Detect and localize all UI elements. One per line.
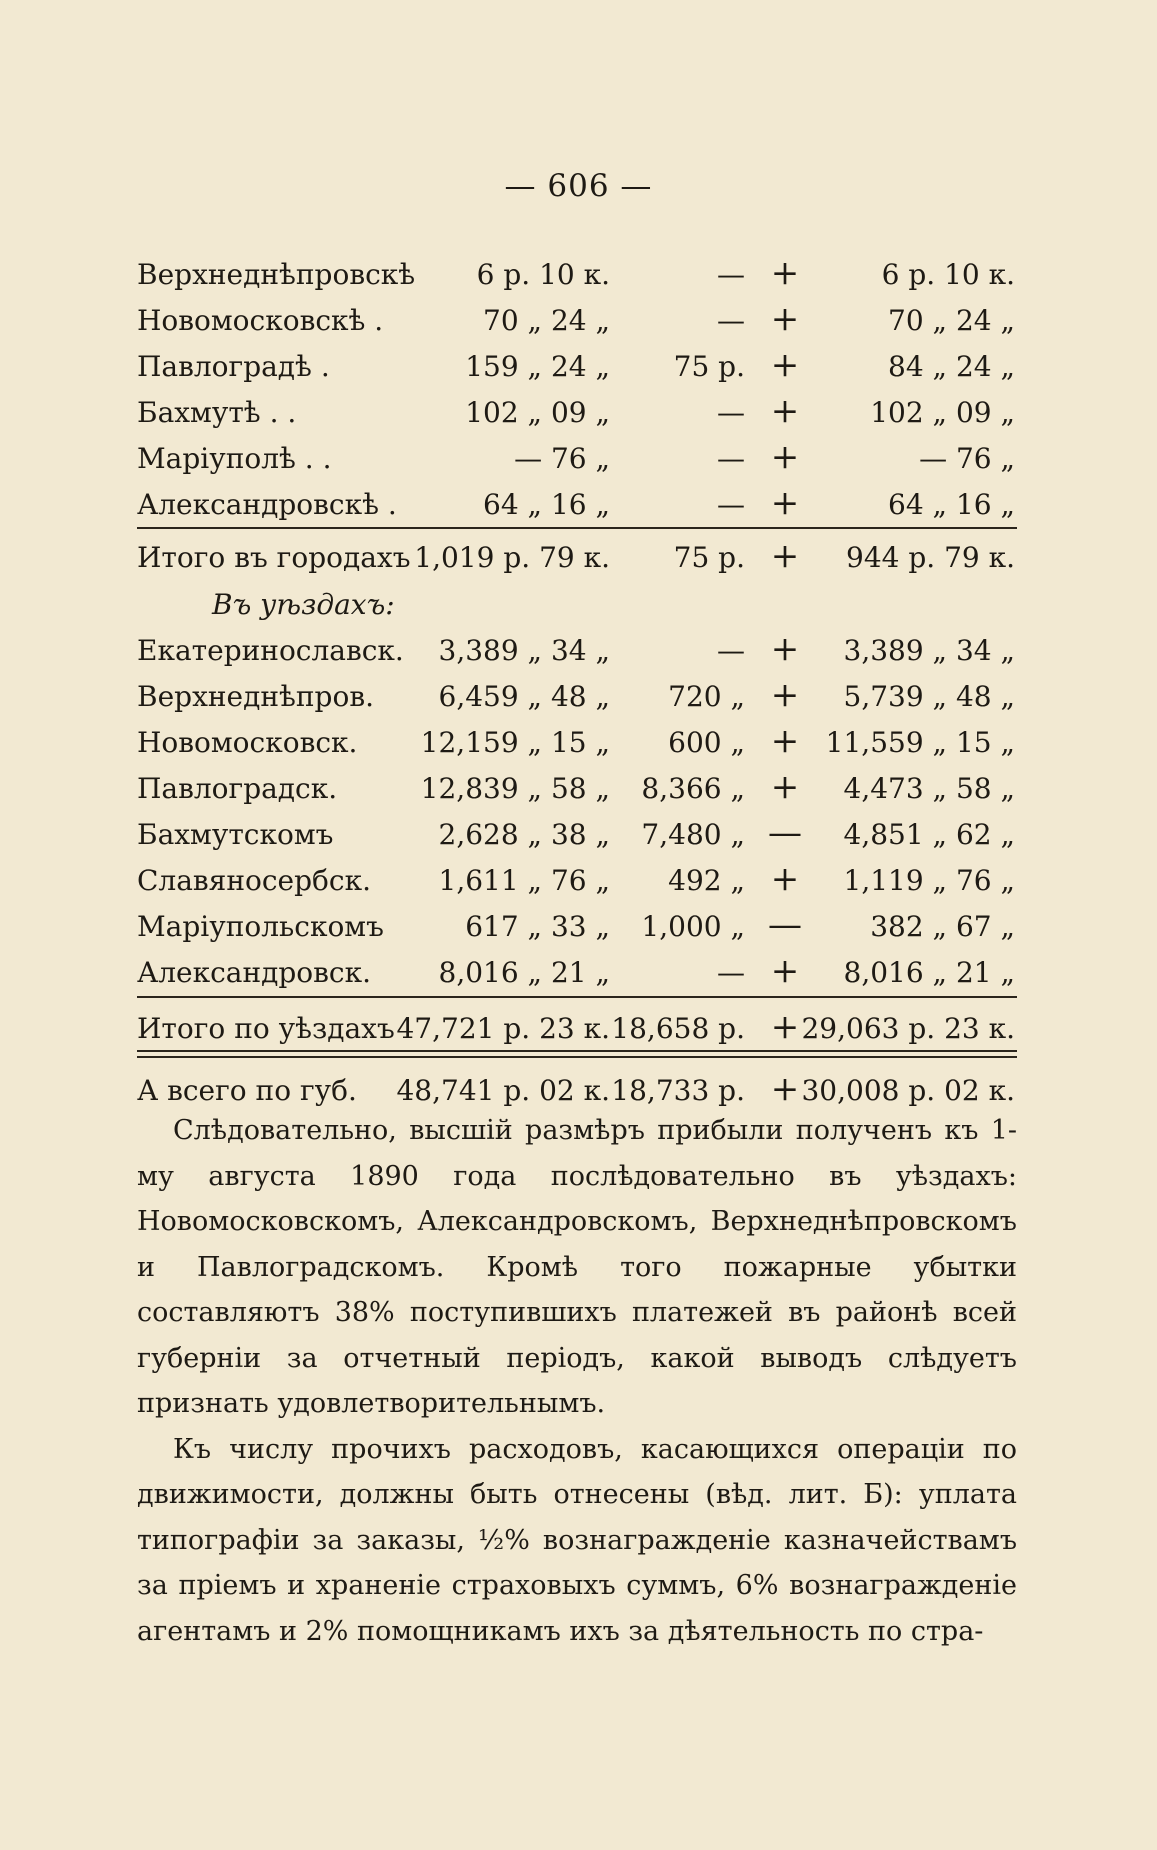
table-row-district	[0, 906, 1157, 950]
cell-damages: —	[717, 634, 745, 667]
paragraph-other-expenses: Къ числу прочихъ расходовъ, касающихся операціи по движимости, должны быть отнесены (вѣд. лит. Б): уплата типографіи за заказы, ½% вознагражденіе казначействамъ за пріемъ и храненіе страховыхъ суммъ, 6% вознагражденіе агентамъ и 2% помощникамъ ихъ за дѣятельность по стра-	[137, 1433, 1017, 1647]
cell-collected: 64 „ 16 „	[483, 488, 610, 521]
cell-net: 102 „ 09 „	[870, 396, 1015, 429]
cell-name: Новомосковск.	[137, 726, 358, 759]
cell-op: +	[770, 299, 800, 339]
cell-collected: 12,159 „ 15 „	[420, 726, 610, 759]
cell-collected: 2,628 „ 38 „	[438, 818, 610, 851]
table-row-city	[0, 392, 1157, 436]
cell-name: Итого въ городахъ	[137, 541, 411, 574]
cell-name: Екатеринославск.	[137, 634, 404, 667]
table-row-district	[0, 722, 1157, 766]
cell-name: Бахмутскомъ	[137, 818, 334, 851]
cell-op: +	[770, 345, 800, 385]
table-row-district	[0, 676, 1157, 720]
cell-op: +	[770, 629, 800, 669]
cell-op: +	[770, 253, 800, 293]
cell-collected: 617 „ 33 „	[465, 910, 610, 943]
cell-net: 4,473 „ 58 „	[843, 772, 1015, 805]
body-text	[137, 1108, 1017, 1654]
cell-op: +	[770, 536, 800, 576]
table-row-city	[0, 254, 1157, 298]
table-row-cities-total	[0, 537, 1157, 581]
cell-collected: 1,019 р. 79 к.	[414, 541, 610, 574]
cell-name: Александровскѣ .	[137, 488, 397, 521]
page-number: — 606 —	[504, 168, 653, 204]
districts-total-rule	[137, 996, 1017, 998]
cell-damages: 7,480 „	[641, 818, 745, 851]
grand-total-rule-top	[137, 1050, 1017, 1052]
cell-name: Маріупольскомъ	[137, 910, 384, 943]
cell-name: Александровск.	[137, 956, 371, 989]
cell-net: 8,016 „ 21 „	[843, 956, 1015, 989]
cell-damages: —	[717, 488, 745, 521]
cell-net: 64 „ 16 „	[888, 488, 1015, 521]
cell-collected: — 76 „	[514, 442, 610, 475]
cell-net: 1,119 „ 76 „	[843, 864, 1015, 897]
cell-op: —	[768, 813, 802, 853]
table-row-district	[0, 630, 1157, 674]
cell-damages: —	[717, 442, 745, 475]
cell-net: 30,008 р. 02 к.	[801, 1074, 1015, 1107]
cell-name: Славяносербск.	[137, 864, 371, 897]
cell-net: 29,063 р. 23 к.	[801, 1012, 1015, 1045]
cities-total-rule	[137, 527, 1017, 529]
table-row-city	[0, 346, 1157, 390]
cell-collected: 102 „ 09 „	[465, 396, 610, 429]
paragraph-conclusion: Слѣдовательно, высшій размѣръ прибыли полученъ къ 1-му августа 1890 года послѣдовательно въ уѣздахъ: Новомосковскомъ, Александровскомъ, Верхнеднѣпровскомъ и Павлоградскомъ. Кромѣ того пожарные убытки составляютъ 38% поступившихъ платежей въ районѣ всей губерніи за отчетный періодъ, какой выводъ слѣдуетъ признать удовлетворительнымъ.	[137, 1115, 1017, 1419]
cell-damages: 75 р.	[673, 541, 745, 574]
cell-net: 382 „ 67 „	[870, 910, 1015, 943]
cell-op: +	[770, 721, 800, 761]
cell-op: +	[770, 859, 800, 899]
cell-damages: —	[717, 304, 745, 337]
cell-name: А всего по губ.	[137, 1074, 357, 1107]
cell-damages: —	[717, 396, 745, 429]
cell-collected: 8,016 „ 21 „	[438, 956, 610, 989]
cell-net: 944 р. 79 к.	[846, 541, 1015, 574]
cell-op: +	[770, 951, 800, 991]
districts-heading: Въ уѣздахъ:	[212, 588, 395, 621]
cell-op: —	[768, 905, 802, 945]
cell-op: +	[770, 1007, 800, 1047]
cell-collected: 3,389 „ 34 „	[438, 634, 610, 667]
table-row-district	[0, 952, 1157, 996]
cell-op: +	[770, 483, 800, 523]
cell-net: 70 „ 24 „	[888, 304, 1015, 337]
cell-damages: 8,366 „	[641, 772, 745, 805]
cell-name: Верхнеднѣпровскѣ	[137, 258, 416, 291]
cell-damages: 1,000 „	[641, 910, 745, 943]
cell-op: +	[770, 437, 800, 477]
cell-collected: 159 „ 24 „	[465, 350, 610, 383]
cell-collected: 6 р. 10 к.	[476, 258, 610, 291]
cell-collected: 6,459 „ 48 „	[438, 680, 610, 713]
cell-damages: 720 „	[668, 680, 745, 713]
cell-name: Итого по уѣздахъ	[137, 1012, 395, 1045]
table-row-district	[0, 814, 1157, 858]
cell-op: +	[770, 1069, 800, 1109]
cell-damages: 492 „	[668, 864, 745, 897]
cell-damages: —	[717, 258, 745, 291]
cell-collected: 47,721 р. 23 к.	[396, 1012, 610, 1045]
cell-net: 11,559 „ 15 „	[825, 726, 1015, 759]
cell-name: Бахмутѣ . .	[137, 396, 297, 429]
cell-collected: 12,839 „ 58 „	[420, 772, 610, 805]
grand-total-rule-bottom	[137, 1056, 1017, 1058]
cell-op: +	[770, 391, 800, 431]
cell-damages: 600 „	[668, 726, 745, 759]
cell-op: +	[770, 767, 800, 807]
cell-damages: 75 р.	[673, 350, 745, 383]
cell-net: 5,739 „ 48 „	[843, 680, 1015, 713]
cell-op: +	[770, 675, 800, 715]
table-row-district	[0, 768, 1157, 812]
table-row-city	[0, 438, 1157, 482]
cell-net: 6 р. 10 к.	[881, 258, 1015, 291]
table-row-districts-total	[0, 1008, 1157, 1052]
cell-collected: 48,741 р. 02 к.	[396, 1074, 610, 1107]
cell-name: Павлоградѣ .	[137, 350, 330, 383]
cell-damages: 18,658 р.	[611, 1012, 745, 1045]
cell-collected: 1,611 „ 76 „	[438, 864, 610, 897]
cell-name: Павлоградск.	[137, 772, 338, 805]
cell-damages: —	[717, 956, 745, 989]
cell-net: 84 „ 24 „	[888, 350, 1015, 383]
table-row-city	[0, 300, 1157, 344]
cell-net: 3,389 „ 34 „	[843, 634, 1015, 667]
cell-collected: 70 „ 24 „	[483, 304, 610, 337]
cell-damages: 18,733 р.	[611, 1074, 745, 1107]
table-row-district	[0, 860, 1157, 904]
cell-name: Новомосковскѣ .	[137, 304, 384, 337]
cell-name: Маріуполѣ . .	[137, 442, 332, 475]
cell-net: — 76 „	[919, 442, 1015, 475]
table-row-city	[0, 484, 1157, 528]
cell-name: Верхнеднѣпров.	[137, 680, 374, 713]
cell-net: 4,851 „ 62 „	[843, 818, 1015, 851]
